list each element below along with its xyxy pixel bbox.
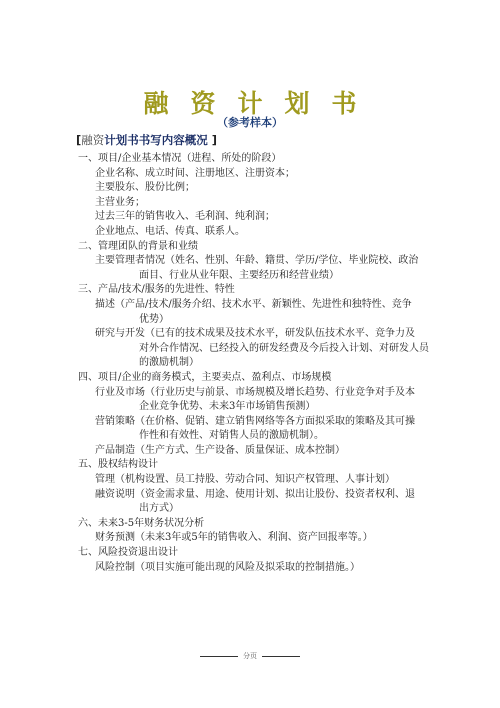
page-title: 融资计划书 [143, 89, 379, 118]
outline-item: 主营业务； [95, 196, 145, 208]
outline-item: 产品制造（生产方式、生产设备、质量保证、成本控制） [95, 444, 345, 456]
outline-section: 二、管理团队的背景和业绩 [78, 240, 198, 252]
outline-section: 四、项目/企业的商务模式，主要卖点、盈利点、市场规模 [78, 371, 332, 383]
heading-close-bracket: ] [211, 133, 218, 147]
outline-item: 描述（产品/技术/服务介绍、技术水平、新颖性、先进性和独特性、竞争 [95, 298, 412, 310]
outline-section: 三、产品/技术/服务的先进性、特性 [78, 284, 235, 296]
outline-section: 七、风险投资退出设计 [78, 547, 178, 559]
footer-rule-right [262, 656, 300, 657]
page-footer [0, 651, 500, 661]
outline-item: 作性和有效性、对销售人员的激励机制）。 [139, 430, 324, 442]
outline-item: 主要股东、股份比例； [95, 182, 195, 194]
outline-section: 六、未来3-5年财务状况分析 [78, 517, 205, 529]
outline-item: 管理（机构设置、员工持股、劳动合同、知识产权管理、人事计划） [95, 474, 395, 486]
outline-item: 营销策略（在价格、促销、建立销售网络等各方面拟采取的策略及其可操 [95, 415, 415, 427]
section-heading [76, 132, 217, 148]
outline-item: 过去三年的销售收入、毛利润、纯利润； [95, 211, 275, 223]
heading-open-bracket: [ [76, 133, 82, 147]
outline-item: 研究与开发（已有的技术成果及技术水平，研发队伍技术水平、竞争力及 [95, 328, 415, 340]
outline-item: 行业及市场（行业历史与前景、市场规模及增长趋势、行业竞争对手及本 [95, 386, 415, 398]
outline-item: 优势） [139, 313, 169, 325]
outline-section: 五、股权结构设计 [78, 459, 158, 471]
outline-item: 对外合作情况、已经投入的研发经费及今后投入计划、对研发人员 [139, 342, 429, 354]
outline-item: 出方式） [139, 503, 179, 515]
outline-item: 风险控制（项目实施可能出现的风险及拟采取的控制措施。） [95, 561, 360, 573]
page-subtitle: （参考样本） [217, 116, 283, 129]
outline-section: 一、项目/企业基本情况（进程、所处的阶段） [78, 153, 282, 164]
heading-prefix: 融资 [81, 133, 105, 147]
footer-text: 分页 [243, 652, 257, 660]
outline-item: 的激励机制） [139, 357, 199, 369]
outline-item: 融资说明（资金需求量、用途、使用计划、拟出让股份、投资者权利、退 [95, 488, 415, 500]
outline-item: 企业名称、成立时间、注册地区、注册资本； [95, 167, 295, 179]
outline-item: 企业地点、电话、传真、联系人。 [95, 225, 245, 237]
outline-item: 企业竞争优势、未来3年市场销售预测） [139, 401, 316, 413]
outline-item: 主要管理者情况（姓名、性别、年龄、籍贯、学历/学位、毕业院校、政治 [95, 255, 419, 267]
outline-item: 面目、行业从业年限、主要经历和经营业绩） [139, 269, 339, 281]
heading-text: 计划书书写内容概况 [104, 133, 208, 147]
outline-item: 财务预测（未来3年或5年的销售收入、利润、资产回报率等。） [95, 532, 373, 544]
footer-rule-left [200, 656, 238, 657]
outline-list [0, 152, 500, 575]
